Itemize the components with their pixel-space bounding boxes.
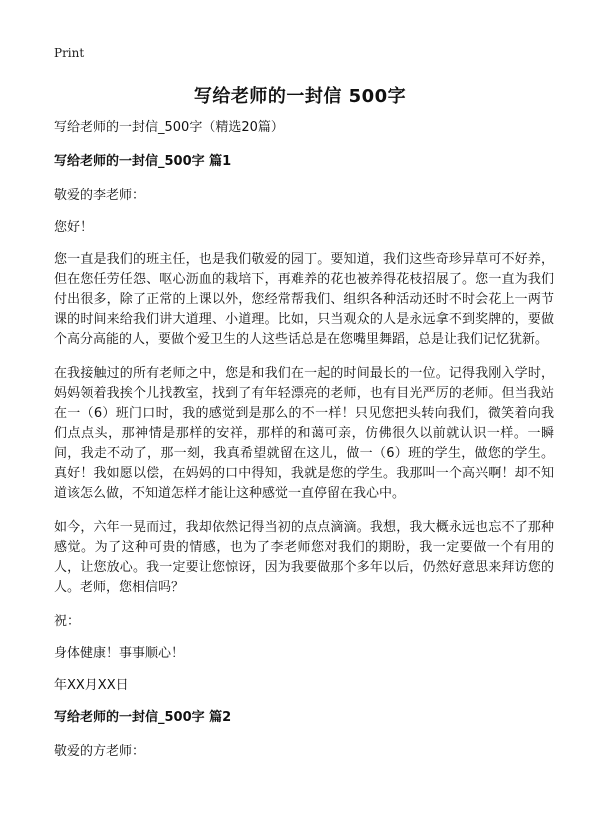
section-heading-1: 写给老师的一封信_500字 篇1 [54, 154, 232, 169]
document-subtitle: 写给老师的一封信_500字（精选20篇） [54, 120, 284, 135]
letter-paragraph-2: 在我接触过的所有老师之中，您是和我们在一起的时间最长的一位。记得我刚入学时，妈妈领着我挨个儿找教室，找到了有年轻漂亮的老师，也有目光严厉的老师。但当我站在一（6）班门口时，我的感觉到是那么的不一样！只见您把头转向我们，微笑着向我们点点头，那神情是那样的安祥，那样的和蔼可亲，仿佛很久以前就认识一样。一瞬间，我走不动了，那一刻，我真希望就留在这儿，做一（6）班的学生，做您的学生。真好！我如愿以偿，在妈妈的口中得知，我就是您的学生。我那叫一个高兴啊！却不知道该怎么做，不知道怎样才能让这种感觉一直停留在我心中。 [54, 366, 554, 501]
salutation-2: 敬爱的方老师： [54, 744, 146, 759]
section-heading-2: 写给老师的一封信_500字 篇2 [54, 710, 232, 725]
letter-paragraph-1: 您一直是我们的班主任，也是我们敬爱的园丁。要知道，我们这些奇珍异草可不好养，但在您任劳任怨、呕心沥血的栽培下，再难养的花也被养得花枝招展了。您一直为我们付出很多，除了正常的上课以外，您经常帮我们、组织各种活动还时不时会花上一两节课的时间来给我们讲大道理、小道理。比如，只当观众的人是永远拿不到奖牌的，要做个高分高能的人，要做个爱卫生的人这些话总是在您嘴里舞蹈，总是让我们记忆犹新。 [54, 252, 554, 347]
closing-word: 祝： [54, 614, 81, 629]
page-title: 写给老师的一封信 500字 [193, 86, 407, 107]
salutation-1: 敬爱的李老师： [54, 188, 146, 203]
letter-paragraph-3: 如今，六年一晃而过，我却依然记得当初的点点滴滴。我想，我大概永远也忘不了那种感觉。为了这种可贵的情感，也为了李老师您对我们的期盼，我一定要做一个有用的人，让您放心。我一定要让您惊讶，因为我要做那个多年以后，仍然好意思来拜访您的人。老师，您相信吗？ [54, 520, 554, 595]
greeting: 您好！ [54, 220, 94, 235]
print-label: Print [54, 46, 85, 60]
document-body [54, 118, 554, 774]
closing-wish: 身体健康！事事顺心！ [54, 646, 185, 661]
letter-date: 年XX月XX日 [54, 678, 129, 693]
